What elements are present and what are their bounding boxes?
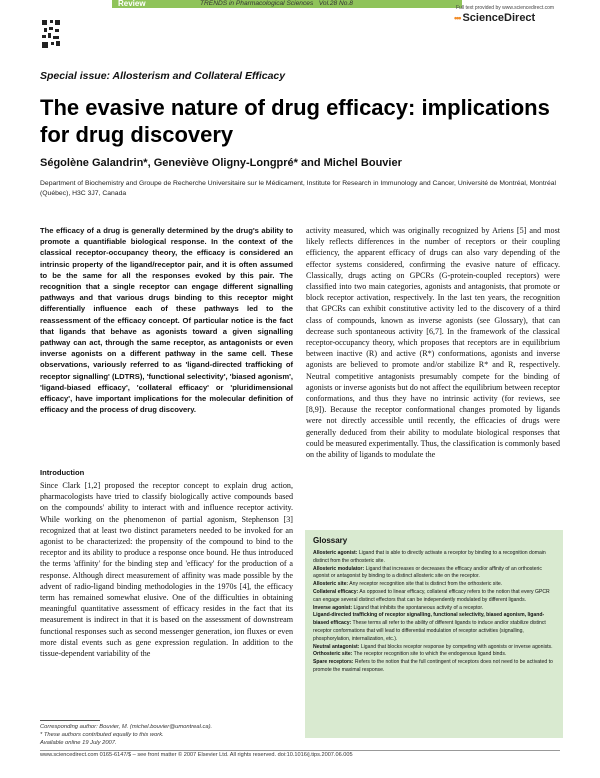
glossary-definition: Refers to the notion that the full contingent of receptors does not need to be activated to promote the maximal response.	[313, 659, 553, 673]
glossary-definition: These terms all refer to the ability of different ligands to induce and/or stabilize distinct receptor conformations that will lead to differential modulation of receptor activities (signalling, phosphorylation, internalization, etc.).	[313, 620, 546, 642]
journal-volume: Vol.28 No.8	[318, 0, 353, 7]
equal-contribution-note: * These authors contributed equally to this work.	[40, 732, 164, 738]
glossary-term: Allosteric agonist:	[313, 550, 358, 556]
article-authors: Ségolène Galandrin*, Geneviève Oligny-Longpré* and Michel Bouvier	[40, 157, 402, 169]
special-issue-label: Special issue: Allosterism and Collateral Efficacy	[40, 70, 286, 82]
glossary-definition: Ligand that is able to directly activate a receptor by binding to a recognition domain distinct from the orthosteric site.	[313, 550, 546, 564]
glossary-term: Inverse agonist:	[313, 604, 353, 611]
glossary-term: Spare receptors:	[313, 659, 354, 666]
glossary-entry	[313, 550, 557, 566]
footnotes	[40, 723, 293, 747]
journal-header	[200, 0, 353, 8]
glossary-entry	[313, 589, 557, 605]
glossary-definition: Any receptor recognition site that is distinct from the orthosteric site.	[348, 581, 503, 588]
glossary-entry	[313, 605, 557, 613]
glossary-definition: Ligand that inhibits the spontaneous activity of a receptor.	[352, 604, 484, 611]
body-text-right-column: activity measured, which was originally recognized by Ariens [5] and most likely reflects differences in the number of receptors or their coupling efficiency, the apparent efficacy of drugs can also vary depending of the effector systems considered, confirming the evasive nature of efficacy. Classically, drugs acting on GPCRs (G-protein-coupled receptors) were classified into two main categories, agonists and antagonists, that promote or block receptor activation, respectively. In the last ten years, the recognition that GPCRs can exhibit constitutive activity led to the discovery of a third class of compounds, known as inverse agonists (see Glossary), that can decrease such spontaneous activity [6,7]. In the framework of the classical receptor-occupancy theory, which proposes that receptors are in equilibrium between inactive (R) and active (R*) conformations, agonists and inverse agonists are believed to promote and/or stabilize R* and R, respectively. Neutral competitive antagonists presumably compete for the binding of agonists or inverse agonists but do not affect the equilibrium between receptor conformations, and thus they have no intrinsic activity (for reviews, see [8,9]). Because the receptor conformational changes promoted by ligands were not directly accessible until recently, the efficacies of drugs were generally deduced from their ability to modulate biological responses that could be measured experimentally. Thus, the classification is commonly based on the ability of ligands to modulate the	[306, 226, 560, 460]
glossary-term: Ligand-directed trafficking of receptor signalling, functional selectivity, biased agonism, ligand-biased efficacy:	[313, 612, 545, 627]
glossary-term: Collateral efficacy:	[313, 588, 359, 595]
glossary-entry	[313, 659, 557, 675]
sciencedirect-dots-icon: •••	[454, 13, 461, 23]
glossary-box	[305, 530, 563, 738]
glossary-term: Orthosteric site:	[313, 651, 353, 658]
available-online-date: Available online 19 July 2007.	[40, 740, 117, 746]
introduction-heading: Introduction	[40, 468, 85, 477]
fulltext-note: Full text provided by www.sciencedirect.com	[456, 5, 555, 11]
glossary-definition: Ligand that increases or decreases the efficacy and/or affinity of an orthosteric agonist or antagonist by binding to a distinct allosteric site on the receptor.	[313, 565, 542, 580]
glossary-heading: Glossary	[313, 536, 348, 545]
sciencedirect-logo	[454, 12, 535, 24]
glossary-list	[313, 550, 557, 675]
publisher-qr-mark	[42, 20, 60, 48]
glossary-entry	[313, 566, 557, 582]
glossary-definition: Ligand that blocks receptor response by competing with agonists or inverse agonists.	[359, 643, 553, 650]
article-title: The evasive nature of drug efficacy: implications for drug discovery	[40, 95, 550, 147]
glossary-term: Neutral antagonist:	[313, 643, 360, 650]
introduction-text: Since Clark [1,2] proposed the receptor concept to explain drug action, pharmacologists have tried to classify biologically active compounds based on the compounds' ability to interact with and influence receptor activity. While working on the phenomenon of partial agonism, Stephenson [3] recognized that at least two distinct parameters needed to be invoked for an agonist to be characterized: the propensity of the compound to bind to the receptor and its ability to produce a response once bound. He thus introduced the terms 'affinity' for the binding step and 'efficacy' for the production of a response. Although direct measurement of affinity was made possible by the advent of radio-ligand binding methodologies in the 1970s [4], the efficacy term has remained somewhat elusive. One of the difficulties in obtaining meaningful quantitative assessment of efficacy resides in the fact that its measurement is indirect in that it is based on the assessment of downstream functional responses such as second messenger generation, ion fluxes or even more distal events such as gene expression regulation. In addition to the tissue-dependent variability of the	[40, 481, 293, 659]
footnote-rule	[40, 720, 100, 721]
glossary-term: Allosteric site:	[313, 581, 349, 588]
sciencedirect-wordmark: ScienceDirect	[462, 12, 536, 24]
glossary-entry	[313, 644, 557, 652]
author-affiliation: Department of Biochemistry and Groupe de Recherche Universitaire sur le Médicament, Institute for Research in Immunology and Cancer, Université de Montréal, Montréal (Québec), H3C 3J7, Canada	[40, 180, 557, 197]
page-footer: www.sciencedirect.com 0165-6147/$ – see front matter © 2007 Elsevier Ltd. All rights reserved. doi:10.1016/j.tips.2007.06.005	[40, 752, 353, 758]
journal-name: TRENDS in Pharmacological Sciences	[200, 0, 314, 7]
footer-rule	[40, 750, 560, 751]
article-abstract: The efficacy of a drug is generally determined by the drug's ability to promote a quantifiable biological response. In the context of the classical receptor-occupancy theory, the efficacy is considered an intrinsic property of the ligand/receptor pair, and it is often assumed to be the same for all the responses evoked by this pair. The recognition that a single receptor can engage different signalling pathways and that various drugs binding to this receptor might differentially influence each of these pathways led to the reassessment of the efficacy concept. Of particular notice is the fact that ligands that behave as agonists toward a given signalling pathway can act, through the same receptor, as antagonists or even inverse agonists on a different pathway in the same cell. These observations, variously referred to as 'ligand-directed trafficking of receptor signalling' (LDTRS), 'functional selectivity', 'biased agonism', 'ligand-biased efficacy', 'collateral efficacy' or 'pluridimensional efficacy', have important implications for the molecular definition of efficacy and the process of drug discovery.	[40, 226, 293, 415]
glossary-definition: The receptor recognition site to which the endogenous ligand binds.	[352, 651, 507, 658]
glossary-entry	[313, 581, 557, 589]
corresponding-author: Corresponding author: Bouvier, M. (michel.bouvier@umontreal.ca).	[40, 724, 213, 730]
glossary-entry	[313, 651, 557, 659]
glossary-definition: As opposed to linear efficacy, collateral efficacy refers to the notion that every GPCR can engage several distinct effectors that can be independently modulated by different ligands.	[313, 588, 550, 603]
section-tag: Review	[118, 0, 146, 8]
glossary-entry	[313, 612, 557, 643]
glossary-term: Allosteric modulator:	[313, 565, 365, 572]
